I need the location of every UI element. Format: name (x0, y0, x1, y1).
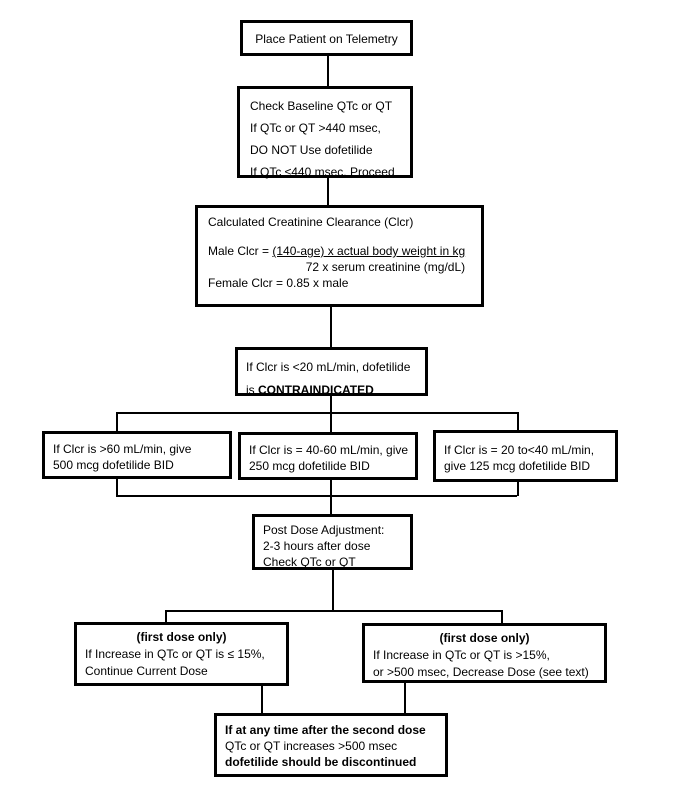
first-dose-decrease-box (362, 623, 607, 683)
clcr-female-formula: Female Clcr = 0.85 x male (208, 276, 349, 290)
clcr-spacer (208, 230, 481, 243)
first-dose-continue-box (74, 622, 289, 686)
baseline-qtc-box (237, 86, 413, 178)
baseline-line-2: If QTc or QT >440 msec, (250, 121, 381, 135)
baseline-line-4: If QTc ≤440 msec, Proceed (250, 165, 395, 179)
dose-250-box (238, 432, 418, 480)
contraindicated-line-2 (246, 379, 425, 402)
connector-continue-discontinue (261, 686, 263, 713)
dose-500-line-2: 500 mcg dofetilide BID (53, 458, 174, 472)
connector-postdose-branch (332, 570, 334, 610)
post-dose-line-2: 2-3 hours after dose (263, 539, 371, 553)
connector-branch-top (116, 412, 517, 414)
clcr-male-formula (208, 243, 481, 275)
first-dose-decrease-line-1: If Increase in QTc or QT is >15%, (373, 648, 550, 662)
clcr-title: Calculated Creatinine Clearance (Clcr) (208, 215, 414, 229)
dose-125-line-1: If Clcr is = 20 to<40 mL/min, (444, 443, 595, 457)
first-dose-continue-line-2: Continue Current Dose (85, 664, 208, 678)
first-dose-continue-line-1: If Increase in QTc or QT is ≤ 15%, (85, 647, 265, 661)
telemetry-text: Place Patient on Telemetry (255, 32, 398, 46)
dose-250-line-1: If Clcr is = 40-60 mL/min, give (249, 443, 409, 457)
connector-middose-postdose (330, 480, 332, 514)
contraindicated-line-1: If Clcr is <20 mL/min, dofetilide (246, 360, 411, 374)
connector-branch2-left-stub (165, 610, 167, 622)
dose-500-box (42, 431, 232, 479)
dose-125-line-2: give 125 mcg dofetilide BID (444, 459, 591, 473)
connector-branch2-right-stub (501, 610, 503, 623)
connector-clcr-contraindicated (330, 307, 332, 347)
connector-branch2-top (165, 610, 501, 612)
discontinue-line-2: QTc or QT increases >500 msec (225, 739, 398, 753)
post-dose-adjustment-box (252, 514, 413, 570)
first-dose-decrease-line-2: or >500 msec, Decrease Dose (see text) (373, 665, 589, 679)
first-dose-decrease-header: (first dose only) (439, 631, 530, 645)
connector-decrease-discontinue (404, 683, 406, 713)
connector-merge-bottom (116, 495, 517, 497)
clcr-male-prefix: Male Clcr = (208, 244, 273, 258)
first-dose-continue-header: (first dose only) (136, 630, 227, 644)
post-dose-line-3: Check QTc or QT (263, 555, 356, 569)
creatinine-clearance-box (195, 205, 484, 307)
connector-branch-right-stub (517, 412, 519, 430)
connector-merge-right-stub (517, 481, 519, 496)
baseline-line-3: DO NOT Use dofetilide (250, 143, 373, 157)
connector-merge-left-stub (116, 478, 118, 496)
contraindicated-box (235, 347, 428, 396)
post-dose-line-1: Post Dose Adjustment: (263, 523, 385, 537)
discontinue-line-1: If at any time after the second dose (225, 723, 426, 737)
dose-250-line-2: 250 mcg dofetilide BID (249, 459, 370, 473)
baseline-line-1: Check Baseline QTc or QT (250, 99, 393, 113)
telemetry-box (240, 20, 413, 56)
dose-500-line-1: If Clcr is >60 mL/min, give (53, 442, 192, 456)
connector-branch-left-stub (116, 412, 118, 431)
discontinue-box (214, 713, 448, 777)
contraindicated-prefix: is (246, 383, 258, 397)
clcr-fraction (272, 243, 465, 275)
connector-telemetry-baseline (327, 56, 329, 86)
discontinue-line-3: dofetilide should be discontinued (225, 755, 417, 769)
dose-125-box (433, 430, 618, 482)
clcr-denominator: 72 x serum creatinine (mg/dL) (305, 260, 466, 274)
contraindicated-bold: CONTRAINDICATED (258, 383, 374, 397)
clcr-numerator: (140-age) x actual body weight in kg (272, 244, 466, 258)
